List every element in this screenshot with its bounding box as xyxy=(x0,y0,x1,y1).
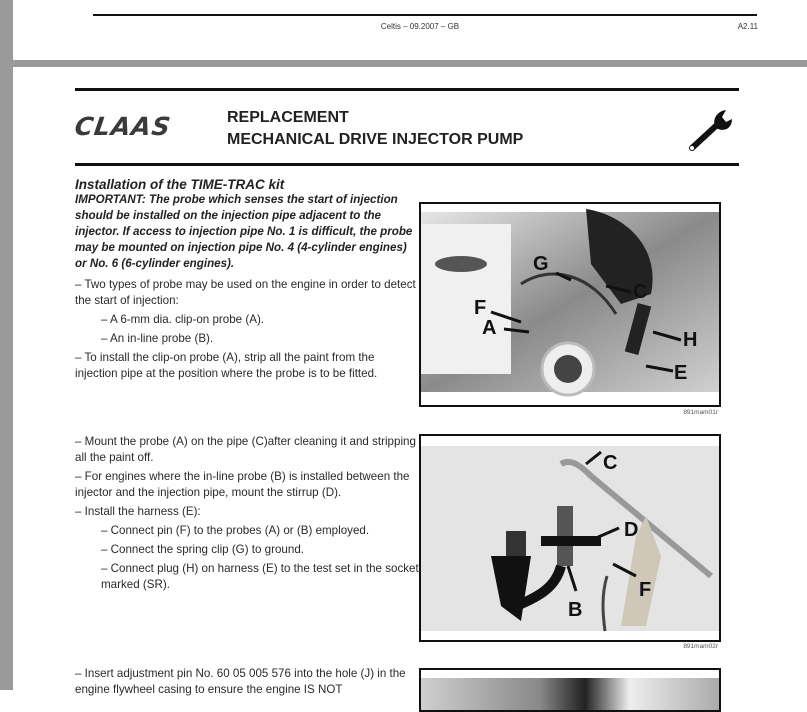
label-D: D xyxy=(624,519,639,541)
claas-logo: CLAAS xyxy=(72,112,174,141)
section-body xyxy=(75,177,420,385)
paragraph: – Insert adjustment pin No. 60 05 005 576 into the hole (J) in the engine flywheel casing to ensure the engine IS NOT xyxy=(75,667,406,696)
paragraph: – To install the clip-on probe (A), strip all the paint from the injection pipe at the position where the probe is to be fitted. xyxy=(75,351,378,380)
wrench-icon xyxy=(688,108,738,154)
page-title xyxy=(227,107,523,151)
label-H: H xyxy=(683,329,698,351)
important-note: IMPORTANT: The probe which senses the start of injection should be installed on the injection pipe adjacent to the injector. If access to injection pipe No. 1 is difficult, the probe may be mounted on injection pipe No. 4 (4-cylinder engines) or No. 6 (6-cylinder engines). xyxy=(75,193,413,270)
figure-2-caption: 891mam02r xyxy=(683,643,718,650)
figure-2-photo xyxy=(419,434,721,642)
label-B: B xyxy=(568,599,583,621)
section-body-3 xyxy=(75,666,420,701)
label-F: F xyxy=(639,579,652,601)
list-item: – Connect the spring clip (G) to ground. xyxy=(101,543,304,556)
label-C: C xyxy=(603,452,618,474)
paragraph: – Mount the probe (A) on the pipe (C)after cleaning it and stripping all the paint off. xyxy=(75,435,416,464)
viewer-left-margin xyxy=(0,0,13,690)
paragraph: – Install the harness (E): xyxy=(75,505,201,518)
footer-rule xyxy=(93,14,757,16)
header-top-rule xyxy=(75,88,739,91)
list-item: – Connect pin (F) to the probes (A) or (B) employed. xyxy=(101,524,370,537)
section-heading: Installation of the TIME-TRAC kit xyxy=(75,177,285,192)
section-body-2 xyxy=(75,434,420,596)
footer-page-number: A2.11 xyxy=(737,22,758,31)
figure-3-photo xyxy=(419,668,721,712)
paragraph: – Two types of probe may be used on the engine in order to detect the start of injection: xyxy=(75,278,416,307)
paragraph: – For engines where the in-line probe (B) is installed between the injector and the injection pipe, mount the stirrup (D). xyxy=(75,470,410,499)
header-bottom-rule xyxy=(75,163,739,166)
title-line-2: MECHANICAL DRIVE INJECTOR PUMP xyxy=(227,131,524,148)
label-G: G xyxy=(533,253,549,275)
label-F: F xyxy=(474,297,487,319)
page-separator xyxy=(13,60,807,67)
figure-1-caption: 891mam01r xyxy=(683,409,718,416)
label-E: E xyxy=(674,362,688,384)
title-line-1: REPLACEMENT xyxy=(227,109,349,126)
footer-doc-ref: Celtis – 09.2007 – GB xyxy=(380,22,460,31)
list-item: – Connect plug (H) on harness (E) to the test set in the socket marked (SR). xyxy=(101,562,419,591)
label-C: C xyxy=(633,281,648,303)
label-A: A xyxy=(482,317,497,339)
list-item: – A 6-mm dia. clip-on probe (A). xyxy=(101,313,265,326)
figure-1-photo xyxy=(419,202,721,407)
list-item: – An in-line probe (B). xyxy=(101,332,214,345)
